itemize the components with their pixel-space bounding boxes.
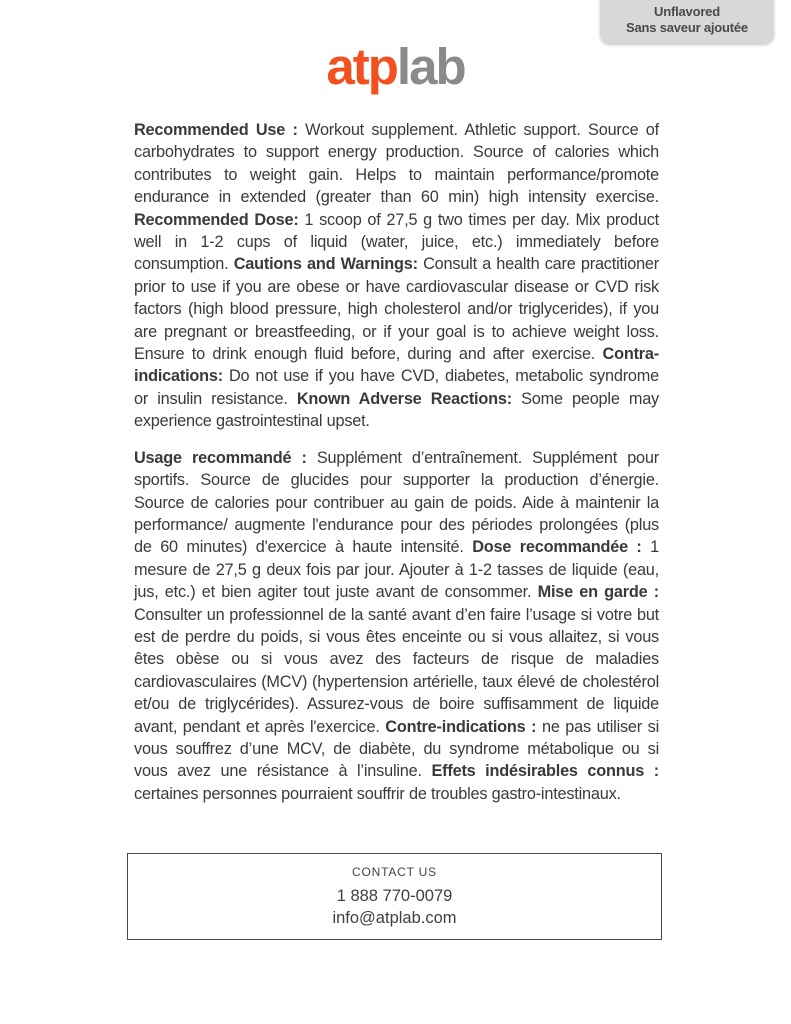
flavor-badge-line-en: Unflavored — [654, 4, 720, 19]
english-directions-paragraph — [134, 119, 659, 433]
flavor-badge-line-fr: Sans saveur ajoutée — [626, 20, 748, 35]
contact-phone: 1 888 770-0079 — [336, 887, 453, 905]
contact-box — [127, 853, 662, 940]
text-segment: Consulter un professionnel de la santé avant d’en faire l’usage si votre but est de perdre du poids, si vous êtes enceinte ou si vous allaitez, si vous êtes obèse ou si vous avez des facteurs de risque de maladies cardiovasculaires (MCV) (hypertension artérielle, taux élevé de cholestérol et/ou de triglycérides). Assurez-vous de boire suffisamment de liquide avant, pendant et après l'exercice. — [134, 605, 659, 736]
text-segment: Cautions and Warnings: — [233, 255, 424, 274]
contact-heading: CONTACT US — [352, 865, 437, 879]
text-segment: Supplément d’entraînement. Supplément pour sportifs. Source de glucides pour supporter la production d’énergie. Source de calories pour contribuer au gain de poids. Aide à maintenir la performance/ augmente l'endurance pour des périodes prolongées (plus de 60 minutes) d'exercice à haute intensité. — [134, 448, 659, 557]
text-segment: Consult a health care practitioner prior to use if you are obese or have cardiovascular disease or CVD risk factors (high blood pressure, high cholesterol and/or triglycerides), if you are pregnant or breastfeeding, or if your goal is to achieve weight loss. Ensure to drink enough fluid before, during and after exercise. — [134, 255, 660, 364]
text-segment: 1 mesure de 27,5 g deux fois par jour. Ajouter à 1-2 tasses de liquide (eau, jus, etc.) et bien agiter tout juste avant de consommer. — [134, 538, 659, 602]
text-segment: Contre-indications : — [385, 717, 542, 736]
text-segment: ne pas utiliser si vous souffrez d’une MCV, de diabète, du syndrome métabolique ou si vous avez une résistance à l’insuline. — [134, 717, 659, 781]
logo-atp: atp — [326, 38, 397, 95]
text-segment: Workout supplement. Athletic support. Source of carbohydrates to support energy production. Source of calories which contributes to weight gain. Helps to maintain performance/promote endurance in extended (greater than 60 min) high intensity exercise. — [134, 121, 659, 207]
brand-logo — [0, 40, 791, 94]
french-directions-paragraph — [134, 447, 659, 806]
text-segment: Mise en garde : — [537, 583, 659, 602]
logo-lab: lab — [396, 38, 465, 95]
flavor-badge — [600, 0, 774, 43]
text-segment: Do not use if you have CVD, diabetes, metabolic syndrome or insulin resistance. — [134, 367, 659, 408]
text-segment: Contra-indications: — [134, 345, 659, 386]
text-segment: 1 scoop of 27,5 g two times per day. Mix product well in 1-2 cups of liquid (water, juice, etc.) immediately before consumption. — [134, 210, 659, 274]
text-segment: Known Adverse Reactions: — [296, 389, 522, 408]
text-segment: Recommended Use : — [134, 121, 306, 139]
text-segment: Usage recommandé : — [134, 448, 317, 467]
text-segment: certaines personnes pourraient souffrir de troubles gastro-intestinaux. — [134, 784, 621, 803]
text-segment: Dose recommandée : — [472, 538, 651, 557]
contact-email: info@atplab.com — [332, 909, 457, 927]
text-segment: Some people may experience gastrointestinal upset. — [134, 389, 659, 431]
text-segment: Effets indésirables connus : — [431, 762, 659, 781]
directions-content — [134, 119, 659, 805]
text-segment: Recommended Dose: — [134, 210, 305, 229]
